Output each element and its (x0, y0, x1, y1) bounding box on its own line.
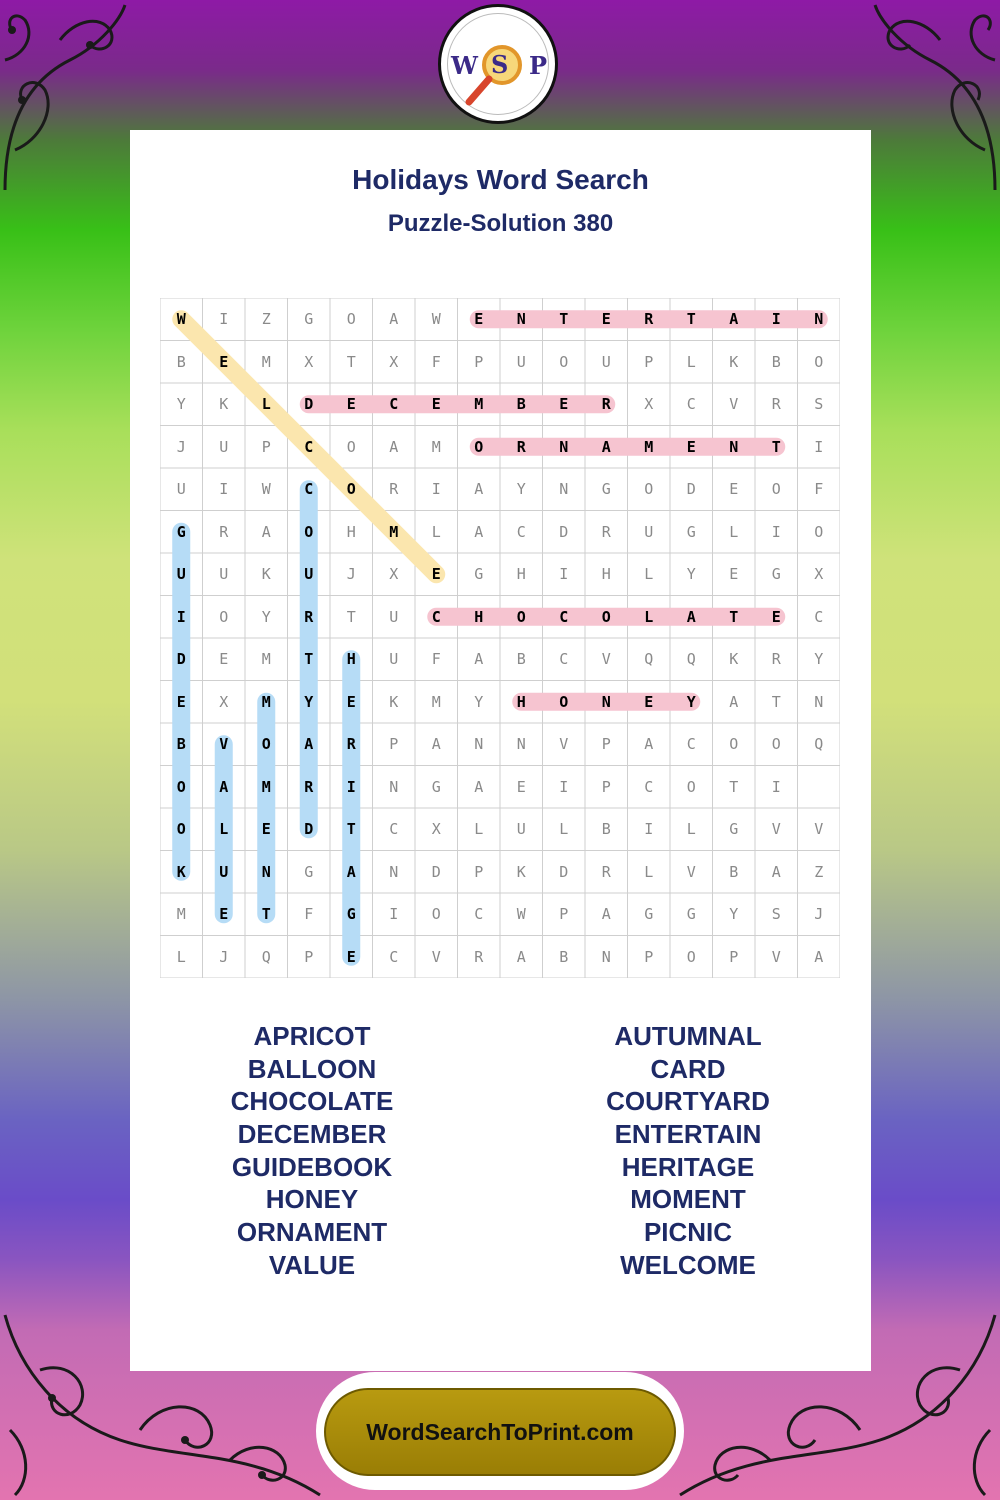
grid-cell[interactable]: R (516, 437, 526, 456)
grid-cell[interactable]: X (644, 395, 654, 414)
grid-cell[interactable]: N (474, 735, 484, 754)
grid-cell[interactable]: N (814, 692, 824, 711)
grid-cell[interactable]: U (176, 480, 186, 499)
grid-cell[interactable]: B (771, 352, 781, 371)
grid-cell[interactable]: R (346, 735, 356, 754)
grid-cell[interactable]: N (389, 777, 399, 796)
grid-cell[interactable]: O (814, 352, 824, 371)
grid-cell[interactable]: Y (304, 692, 314, 711)
grid-cell[interactable]: X (431, 820, 441, 839)
grid-cell[interactable]: P (474, 352, 484, 371)
grid-cell[interactable]: H (346, 522, 356, 541)
grid-cell[interactable]: T (686, 310, 696, 329)
grid-cell[interactable]: N (814, 310, 824, 329)
word-item: WELCOME (620, 1249, 756, 1280)
grid-cell[interactable]: N (516, 735, 526, 754)
grid-cell[interactable]: V (814, 820, 824, 839)
grid-cell[interactable]: E (729, 480, 739, 499)
grid-cell[interactable]: G (729, 820, 739, 839)
grid-cell[interactable]: N (601, 692, 611, 711)
grid-cell[interactable]: A (261, 522, 271, 541)
grid-cell[interactable]: I (431, 480, 441, 499)
grid-cell[interactable]: V (431, 947, 441, 966)
grid-cell[interactable]: G (644, 905, 654, 924)
grid-cell[interactable]: O (431, 905, 441, 924)
grid-cell[interactable]: Q (686, 650, 696, 669)
word-search-grid (160, 298, 840, 978)
grid-cell[interactable]: W (261, 480, 271, 499)
grid-cell[interactable]: L (559, 820, 569, 839)
grid-cell[interactable]: C (814, 607, 824, 626)
grid-cell[interactable]: R (771, 395, 781, 414)
grid-cell[interactable]: G (304, 862, 314, 881)
grid-cell[interactable]: I (176, 607, 186, 626)
grid-cell[interactable]: N (601, 947, 611, 966)
grid-cell[interactable]: T (729, 777, 739, 796)
grid-cell[interactable]: O (219, 607, 229, 626)
grid-cell[interactable]: M (261, 352, 271, 371)
grid-cell[interactable]: Z (814, 862, 824, 881)
grid-cell[interactable]: O (729, 735, 739, 754)
grid-cell[interactable]: Y (261, 607, 271, 626)
grid-cell[interactable]: V (601, 650, 611, 669)
grid-cell[interactable]: T (304, 650, 314, 669)
grid-cell[interactable]: M (261, 692, 271, 711)
grid-cell[interactable]: O (346, 437, 356, 456)
grid-cell[interactable]: Q (814, 735, 824, 754)
grid-cell[interactable]: A (601, 437, 611, 456)
grid-cell[interactable]: J (814, 905, 824, 924)
grid-cell[interactable]: O (176, 820, 186, 839)
grid-cell[interactable]: D (559, 862, 569, 881)
grid-cell[interactable]: G (431, 777, 441, 796)
grid-cell[interactable]: E (346, 947, 356, 966)
grid-cell[interactable]: L (644, 565, 654, 584)
grid-cell[interactable]: E (176, 692, 186, 711)
grid-cell[interactable]: A (304, 735, 314, 754)
grid-cell[interactable]: E (431, 565, 441, 584)
grid-cell[interactable]: O (771, 480, 781, 499)
grid-cell[interactable]: O (771, 735, 781, 754)
grid-cell[interactable]: A (474, 480, 484, 499)
grid-cell[interactable]: E (559, 395, 569, 414)
grid-cell[interactable]: I (644, 820, 654, 839)
grid-cell[interactable]: M (431, 692, 441, 711)
grid-cell[interactable]: W (516, 905, 526, 924)
grid-cell[interactable]: L (686, 820, 696, 839)
grid-cell[interactable]: D (176, 650, 186, 669)
grid-cell[interactable]: T (729, 607, 739, 626)
grid-cell[interactable]: C (686, 395, 696, 414)
grid-cell[interactable]: N (729, 437, 739, 456)
grid-cell[interactable]: C (389, 947, 399, 966)
grid-cell[interactable]: U (516, 820, 526, 839)
grid-cell[interactable]: E (771, 607, 781, 626)
grid-cell[interactable]: M (389, 522, 399, 541)
grid-cell[interactable]: X (219, 692, 229, 711)
word-item: CARD (650, 1053, 726, 1084)
grid-cell[interactable]: U (304, 565, 314, 584)
grid-cell[interactable]: X (389, 352, 399, 371)
grid-cell[interactable]: F (431, 650, 441, 669)
grid-cell[interactable]: B (516, 395, 526, 414)
grid-cell[interactable]: K (219, 395, 229, 414)
grid-cell[interactable]: L (261, 395, 271, 414)
grid-cell[interactable]: Z (261, 310, 271, 329)
grid-cell[interactable]: A (601, 905, 611, 924)
word-item: CHOCOLATE (230, 1086, 394, 1117)
page-title: Holidays Word Search (352, 164, 649, 195)
word-item: HONEY (265, 1184, 359, 1215)
grid-cell[interactable]: G (474, 565, 484, 584)
grid-cell[interactable]: B (176, 352, 186, 371)
grid-cell[interactable]: D (686, 480, 696, 499)
corner-ornament-top-left (0, 0, 130, 200)
grid-cell[interactable]: Y (814, 650, 824, 669)
grid-cell[interactable]: Y (729, 905, 739, 924)
word-list-left (162, 1020, 462, 1282)
grid-cell[interactable]: G (771, 565, 781, 584)
grid-cell[interactable]: I (559, 565, 569, 584)
grid-cell[interactable]: A (474, 650, 484, 669)
site-logo[interactable] (438, 4, 558, 124)
grid-cell[interactable]: R (474, 947, 484, 966)
grid-cell[interactable]: A (686, 607, 696, 626)
grid-cell[interactable]: D (304, 395, 314, 414)
grid-cell[interactable]: O (261, 735, 271, 754)
grid-cell[interactable]: B (729, 862, 739, 881)
grid-cell[interactable]: I (559, 777, 569, 796)
grid-cell[interactable]: I (389, 905, 399, 924)
grid-cell[interactable]: U (389, 607, 399, 626)
grid-cell[interactable]: K (261, 565, 271, 584)
grid-cell[interactable]: R (219, 522, 229, 541)
grid-cell[interactable]: R (389, 480, 399, 499)
grid-cell[interactable]: N (559, 480, 569, 499)
grid-cell[interactable]: V (686, 862, 696, 881)
grid-cell[interactable]: A (516, 947, 526, 966)
grid-cell[interactable]: C (389, 820, 399, 839)
grid-cell[interactable]: E (686, 437, 696, 456)
logo-letter-p: P (529, 51, 548, 80)
grid-cell[interactable]: A (474, 522, 484, 541)
grid-cell[interactable]: G (346, 905, 356, 924)
grid-cell[interactable]: O (559, 692, 569, 711)
grid-cell[interactable]: U (516, 352, 526, 371)
grid-cell[interactable]: U (644, 522, 654, 541)
word-item: VALUE (268, 1249, 356, 1280)
word-item: GUIDEBOOK (231, 1151, 393, 1182)
grid-cell[interactable]: O (644, 480, 654, 499)
grid-cell[interactable]: L (644, 607, 654, 626)
grid-cell[interactable]: W (431, 310, 441, 329)
grid-cell[interactable]: K (516, 862, 526, 881)
grid-cell[interactable]: I (814, 437, 824, 456)
grid-cell[interactable]: V (219, 735, 229, 754)
grid-cell[interactable]: P (304, 947, 314, 966)
grid-cell[interactable]: M (261, 777, 271, 796)
grid-cell[interactable]: Q (644, 650, 654, 669)
grid-cell[interactable]: T (771, 437, 781, 456)
grid-cell[interactable]: G (686, 905, 696, 924)
grid-cell[interactable]: C (686, 735, 696, 754)
grid-cell[interactable]: K (729, 650, 739, 669)
grid-cell[interactable]: U (176, 565, 186, 584)
site-link-button[interactable] (316, 1372, 684, 1490)
grid-cell[interactable]: A (474, 777, 484, 796)
grid-cell[interactable]: A (431, 735, 441, 754)
grid-cell[interactable]: S (771, 905, 781, 924)
grid-cell[interactable]: O (559, 352, 569, 371)
grid-cell[interactable]: X (304, 352, 314, 371)
grid-cell[interactable]: T (346, 820, 356, 839)
word-item: BALLOON (247, 1053, 377, 1084)
grid-cell[interactable]: A (346, 862, 356, 881)
grid-cell[interactable]: G (304, 310, 314, 329)
grid-cell[interactable]: H (474, 607, 484, 626)
grid-cell[interactable]: C (389, 395, 399, 414)
grid-cell[interactable]: H (516, 565, 526, 584)
grid-cell[interactable]: E (219, 905, 229, 924)
grid-cell[interactable]: P (474, 862, 484, 881)
grid-cell[interactable]: P (559, 905, 569, 924)
grid-cell[interactable] (798, 766, 841, 809)
grid-cell[interactable]: C (644, 777, 654, 796)
grid-cell[interactable]: M (261, 650, 271, 669)
grid-cell[interactable]: A (729, 692, 739, 711)
grid-cell[interactable]: T (559, 310, 569, 329)
grid-cell[interactable]: I (771, 522, 781, 541)
grid-cell[interactable]: V (559, 735, 569, 754)
grid-cell[interactable]: M (431, 437, 441, 456)
grid-cell[interactable]: L (474, 820, 484, 839)
grid-cell[interactable]: L (686, 352, 696, 371)
grid-cell[interactable]: B (176, 735, 186, 754)
grid-cell[interactable]: X (389, 565, 399, 584)
grid-cell[interactable]: E (346, 395, 356, 414)
grid-cell[interactable]: E (601, 310, 611, 329)
grid-cell[interactable]: G (176, 522, 186, 541)
word-item: DECEMBER (237, 1119, 387, 1150)
grid-cell[interactable]: N (261, 862, 271, 881)
grid-cell[interactable]: C (516, 522, 526, 541)
grid-cell[interactable]: Y (176, 395, 186, 414)
grid-cell[interactable]: X (814, 565, 824, 584)
word-item: PICNIC (643, 1217, 733, 1248)
grid-cell[interactable]: D (431, 862, 441, 881)
grid-cell[interactable]: R (601, 862, 611, 881)
word-item: ORNAMENT (236, 1217, 388, 1248)
site-link-label[interactable]: WordSearchToPrint.com (324, 1388, 676, 1476)
corner-ornament-top-right (870, 0, 1000, 200)
grid-cell[interactable]: O (304, 522, 314, 541)
grid-cell[interactable]: J (346, 565, 356, 584)
grid-cell[interactable]: I (771, 310, 781, 329)
grid-cell[interactable]: G (686, 522, 696, 541)
grid-cell[interactable]: R (304, 607, 314, 626)
grid-cell[interactable]: F (431, 352, 441, 371)
grid-cell[interactable]: B (601, 820, 611, 839)
grid-cell[interactable]: C (304, 437, 314, 456)
grid-cell[interactable]: Y (686, 692, 696, 711)
grid-cell[interactable]: T (346, 352, 356, 371)
grid-cell[interactable]: G (601, 480, 611, 499)
grid-cell[interactable]: H (346, 650, 356, 669)
word-item: MOMENT (630, 1184, 746, 1215)
grid-cell[interactable]: L (729, 522, 739, 541)
grid-cell[interactable]: E (431, 395, 441, 414)
grid-cell[interactable]: Y (474, 692, 484, 711)
grid-cell[interactable]: A (644, 735, 654, 754)
grid-cell[interactable]: A (814, 947, 824, 966)
grid-cell[interactable]: C (474, 905, 484, 924)
logo-letter-s: S (491, 50, 509, 79)
grid-cell[interactable]: T (346, 607, 356, 626)
grid-cell[interactable]: O (346, 310, 356, 329)
grid-cell[interactable]: I (219, 310, 229, 329)
grid-cell[interactable]: I (771, 777, 781, 796)
grid-cell[interactable]: U (219, 862, 229, 881)
grid-cell[interactable]: D (559, 522, 569, 541)
grid-cell[interactable]: R (771, 650, 781, 669)
grid-cell[interactable]: E (219, 352, 229, 371)
grid-cell[interactable]: H (601, 565, 611, 584)
grid-cell[interactable]: A (389, 310, 399, 329)
grid-cell[interactable]: F (304, 905, 314, 924)
grid-cell[interactable]: P (601, 777, 611, 796)
grid-cell[interactable]: A (389, 437, 399, 456)
grid-cell[interactable]: E (474, 310, 484, 329)
grid-cell[interactable]: K (389, 692, 399, 711)
grid-cell[interactable]: U (601, 352, 611, 371)
grid-cell[interactable]: C (559, 607, 569, 626)
grid-cell[interactable]: T (261, 905, 271, 924)
grid-cell[interactable]: Q (261, 947, 271, 966)
grid-cell[interactable]: O (176, 777, 186, 796)
grid-cell[interactable]: E (219, 650, 229, 669)
grid-cell[interactable]: C (559, 650, 569, 669)
grid-cell[interactable]: L (431, 522, 441, 541)
grid-cell[interactable]: P (644, 352, 654, 371)
grid-cell[interactable]: E (729, 565, 739, 584)
grid-cell[interactable]: O (814, 522, 824, 541)
grid-cell[interactable]: L (219, 820, 229, 839)
grid-cell[interactable]: R (601, 522, 611, 541)
grid-cell[interactable]: O (686, 777, 696, 796)
grid-cell[interactable]: B (559, 947, 569, 966)
grid-cell[interactable]: U (219, 565, 229, 584)
grid-cell[interactable]: O (686, 947, 696, 966)
grid-cell[interactable]: N (389, 862, 399, 881)
grid-cell[interactable]: P (644, 947, 654, 966)
grid-cell[interactable]: E (644, 692, 654, 711)
grid-cell[interactable]: S (814, 395, 824, 414)
grid-cell[interactable]: E (516, 777, 526, 796)
grid-cell[interactable]: J (176, 437, 186, 456)
grid-cell[interactable]: K (729, 352, 739, 371)
grid-cell[interactable]: O (516, 607, 526, 626)
grid-cell[interactable]: I (219, 480, 229, 499)
grid-cell[interactable]: W (176, 310, 186, 329)
grid-cell[interactable]: K (176, 862, 186, 881)
grid-cell[interactable]: E (346, 692, 356, 711)
grid-cell[interactable]: O (601, 607, 611, 626)
grid-cell[interactable]: U (389, 650, 399, 669)
grid-cell[interactable]: V (771, 947, 781, 966)
grid-cell[interactable]: N (516, 310, 526, 329)
grid-cell[interactable]: Y (516, 480, 526, 499)
grid-cell[interactable]: H (516, 692, 526, 711)
grid-cell[interactable]: P (261, 437, 271, 456)
logo-letter-w: W (451, 51, 478, 80)
grid-cell[interactable]: M (474, 395, 484, 414)
word-item: HERITAGE (621, 1151, 755, 1182)
grid-cell[interactable]: C (304, 480, 314, 499)
grid-cell[interactable]: M (644, 437, 654, 456)
page-subtitle: Puzzle-Solution 380 (387, 210, 614, 237)
grid-cell[interactable]: P (729, 947, 739, 966)
grid-cell[interactable]: U (219, 437, 229, 456)
grid-cell[interactable]: A (771, 862, 781, 881)
grid-cell[interactable]: I (346, 777, 356, 796)
grid-cell[interactable]: R (304, 777, 314, 796)
grid-cell[interactable]: R (644, 310, 654, 329)
word-list-right (538, 1020, 838, 1282)
grid-cell[interactable]: E (261, 820, 271, 839)
grid-cell[interactable]: V (729, 395, 739, 414)
grid-cell[interactable]: O (474, 437, 484, 456)
grid-cell[interactable]: V (771, 820, 781, 839)
grid-cell[interactable]: M (176, 905, 186, 924)
word-item: ENTERTAIN (614, 1119, 762, 1150)
grid-cell[interactable]: C (431, 607, 441, 626)
word-item: APRICOT (253, 1021, 371, 1051)
grid-cell[interactable]: N (559, 437, 569, 456)
grid-cell[interactable]: B (516, 650, 526, 669)
word-item: AUTUMNAL (614, 1021, 762, 1051)
grid-cell[interactable]: A (219, 777, 229, 796)
grid-cell[interactable]: Y (686, 565, 696, 584)
grid-cell[interactable]: P (389, 735, 399, 754)
grid-cell[interactable]: R (601, 395, 611, 414)
grid-cell[interactable]: T (771, 692, 781, 711)
grid-cell[interactable]: A (729, 310, 739, 329)
grid-cell[interactable]: L (176, 947, 186, 966)
word-item: COURTYARD (606, 1086, 770, 1117)
grid-cell[interactable]: L (644, 862, 654, 881)
grid-cell[interactable]: O (346, 480, 356, 499)
grid-cell[interactable]: P (601, 735, 611, 754)
grid-cell[interactable]: F (814, 480, 824, 499)
grid-cell[interactable]: D (304, 820, 314, 839)
grid-cell[interactable]: J (219, 947, 229, 966)
